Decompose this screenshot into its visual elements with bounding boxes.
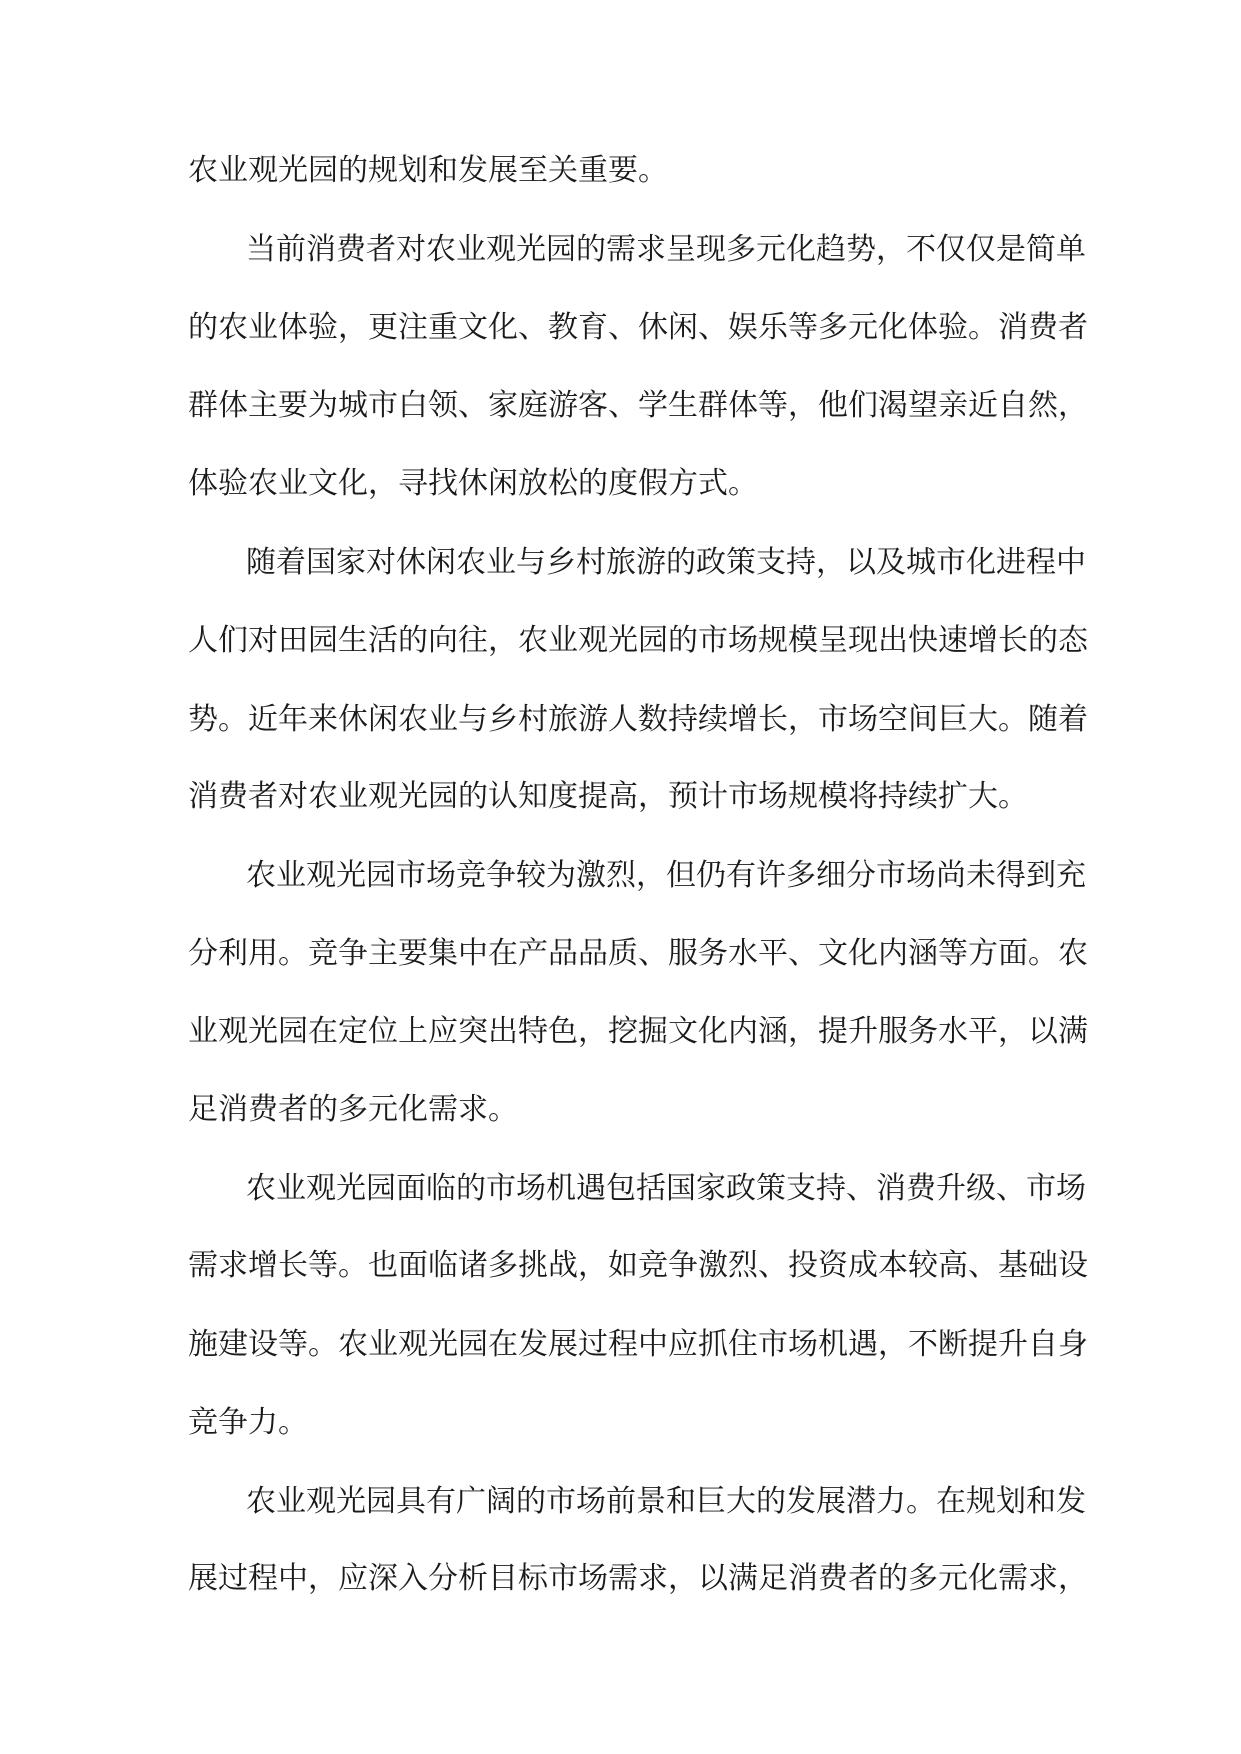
paragraph-2-line-1: 当前消费者对农业观光园的需求呈现多元化趋势，不仅仅是简单 [246, 232, 1086, 267]
paragraph-6-line-1: 农业观光园具有广阔的市场前景和巨大的发展潜力。在规划和发 [246, 1484, 1086, 1519]
paragraph-5-line-2: 需求增长等。也面临诸多挑战，如竞争激烈、投资成本较高、基础设 [188, 1248, 1088, 1283]
paragraph-5-line-3: 施建设等。农业观光园在发展过程中应抓住市场机遇，不断提升自身 [188, 1327, 1088, 1362]
paragraph-4-line-2: 分利用。竞争主要集中在产品品质、服务水平、文化内涵等方面。农 [188, 936, 1088, 971]
paragraph-3-line-1: 随着国家对休闲农业与乡村旅游的政策支持，以及城市化进程中 [246, 545, 1086, 580]
paragraph-6-line-2: 展过程中，应深入分析目标市场需求，以满足消费者的多元化需求， [188, 1561, 1088, 1596]
paragraph-3-line-4: 消费者对农业观光园的认知度提高，预计市场规模将持续扩大。 [188, 779, 1028, 814]
paragraph-3-line-2: 人们对田园生活的向往，农业观光园的市场规模呈现出快速增长的态 [188, 623, 1088, 658]
paragraph-3-line-3: 势。近年来休闲农业与乡村旅游人数持续增长，市场空间巨大。随着 [188, 702, 1088, 737]
paragraph-2-line-2: 的农业体验，更注重文化、教育、休闲、娱乐等多元化体验。消费者 [188, 310, 1088, 345]
paragraph-2-line-4: 体验农业文化，寻找休闲放松的度假方式。 [188, 466, 758, 501]
paragraph-4-line-4: 足消费者的多元化需求。 [188, 1092, 518, 1127]
paragraph-5-line-4: 竞争力。 [188, 1405, 308, 1440]
paragraph-4-line-3: 业观光园在定位上应突出特色，挖掘文化内涵，提升服务水平，以满 [188, 1014, 1088, 1049]
paragraph-2-line-3: 群体主要为城市白领、家庭游客、学生群体等，他们渴望亲近自然， [188, 388, 1088, 423]
paragraph-5-line-1: 农业观光园面临的市场机遇包括国家政策支持、消费升级、市场 [246, 1171, 1086, 1206]
paragraph-1-line-1: 农业观光园的规划和发展至关重要。 [188, 153, 668, 188]
paragraph-4-line-1: 农业观光园市场竞争较为激烈，但仍有许多细分市场尚未得到充 [246, 858, 1086, 893]
